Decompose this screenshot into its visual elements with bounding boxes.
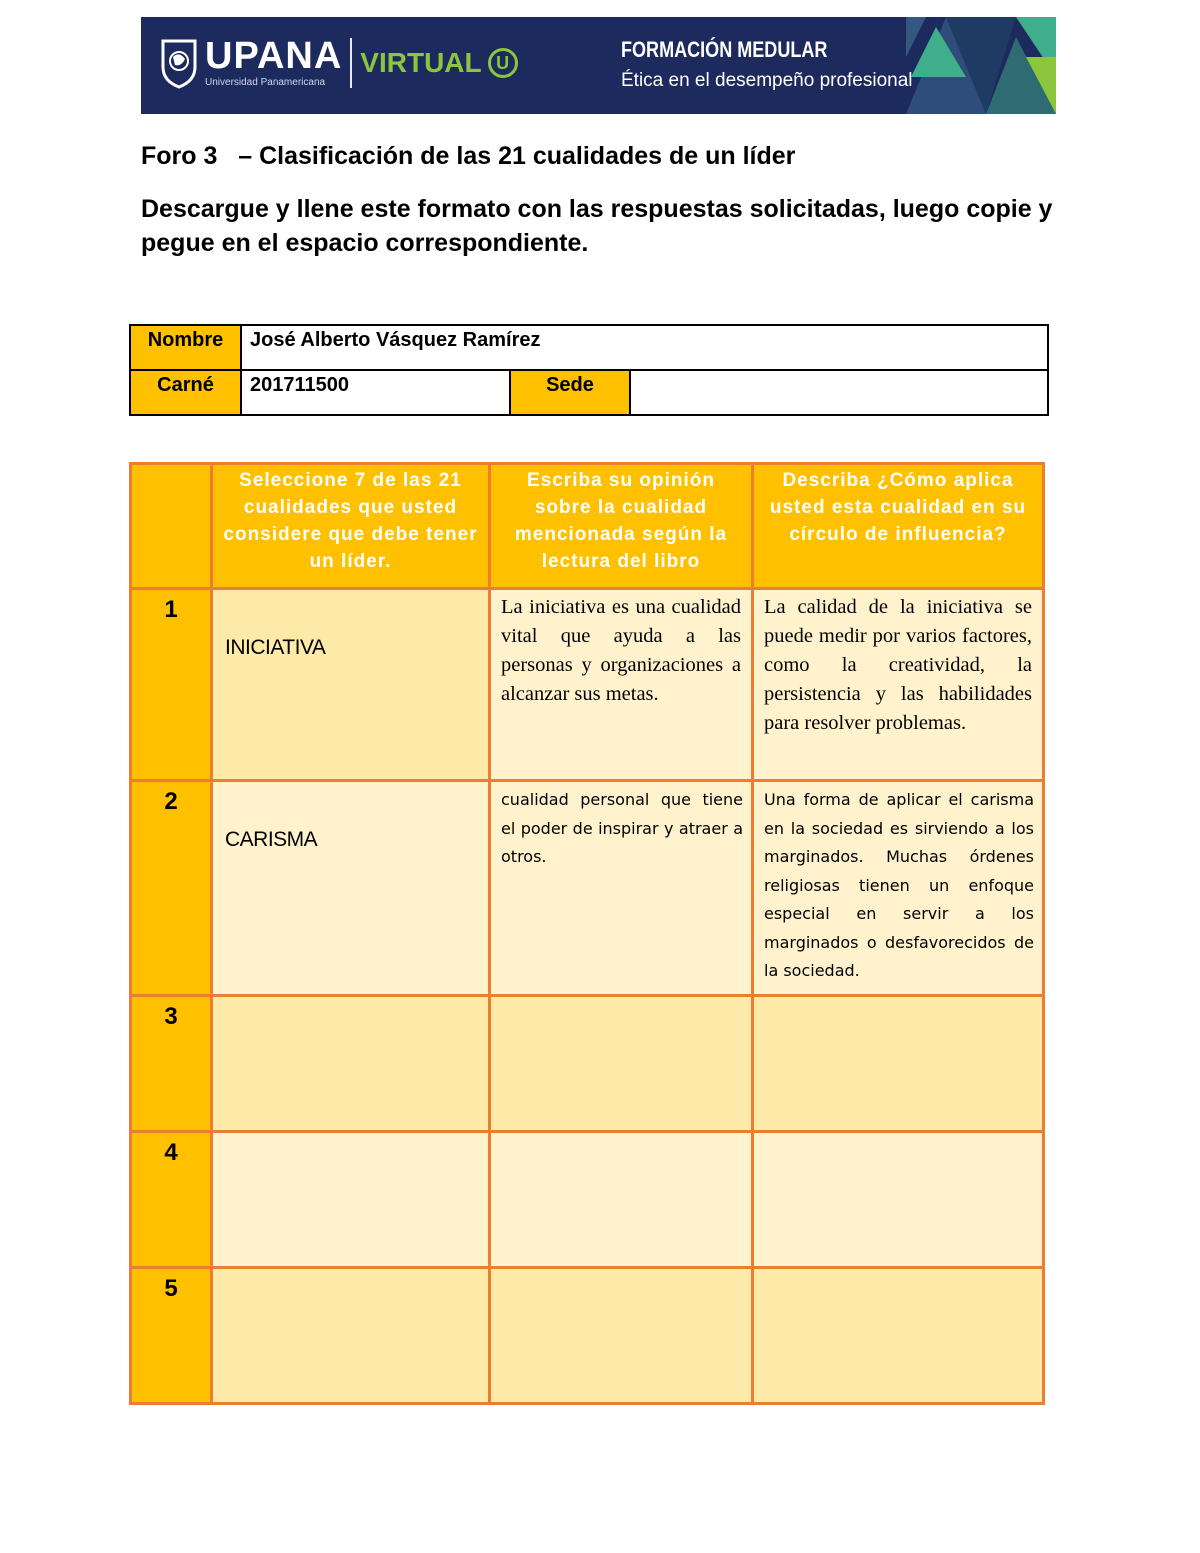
opinion-cell[interactable]: cualidad personal que tiene el poder de inspirar y atraer a otros. — [490, 781, 753, 996]
brand-name: UPANA — [205, 35, 343, 77]
carne-row — [130, 370, 1048, 415]
application-cell[interactable]: La calidad de la iniciativa se puede medir por varios factores, como la creatividad, la persistencia y las habilidades para resolver problemas. — [753, 589, 1044, 781]
table-header-row — [131, 464, 1044, 589]
quality-cell[interactable]: CARISMA — [212, 781, 490, 996]
row-number: 4 — [131, 1132, 212, 1268]
application-cell[interactable] — [753, 996, 1044, 1132]
application-cell[interactable] — [753, 1268, 1044, 1404]
table-row — [131, 1132, 1044, 1268]
row-number: 3 — [131, 996, 212, 1132]
student-info-table — [129, 324, 1049, 416]
table-row — [131, 996, 1044, 1132]
opinion-cell[interactable] — [490, 1268, 753, 1404]
header-cell-number — [131, 464, 212, 589]
nombre-row — [130, 325, 1048, 370]
page-title: Foro 3 – Clasificación de las 21 cualidades de un líder — [141, 142, 796, 170]
quality-cell[interactable] — [212, 1268, 490, 1404]
nombre-label: Nombre — [130, 325, 241, 370]
shield-icon — [159, 37, 199, 89]
table-row — [131, 781, 1044, 996]
header-cell-quality: Seleccione 7 de las 21 cualidades que usted considere que debe tener un líder. — [212, 464, 490, 589]
quality-cell[interactable] — [212, 1132, 490, 1268]
application-cell[interactable] — [753, 1132, 1044, 1268]
course-title: FORMACIÓN MEDULAR — [621, 37, 828, 62]
brand-subtitle: Universidad Panamericana — [205, 77, 326, 88]
sede-label: Sede — [510, 370, 630, 415]
row-number: 5 — [131, 1268, 212, 1404]
header-cell-opinion: Escriba su opinión sobre la cualidad mencionada según la lectura del libro — [490, 464, 753, 589]
course-info — [621, 37, 913, 93]
carne-label: Carné — [130, 370, 241, 415]
table-row — [131, 589, 1044, 781]
application-cell[interactable]: Una forma de aplicar el carisma en la sociedad es sirviendo a los marginados. Muchas órdenes religiosas tienen un enfoque especial en servir a los marginados o desfavorecidos de la sociedad. — [753, 781, 1044, 996]
virtual-text: VIRTUAL — [360, 47, 482, 78]
brand — [205, 37, 342, 89]
upana-logo — [159, 37, 518, 89]
course-subtitle: Ética en el desempeño profesional — [621, 70, 913, 91]
qualities-table — [129, 462, 1045, 1405]
header-banner — [141, 17, 1056, 114]
carne-value[interactable]: 201711500 — [241, 370, 510, 415]
quality-cell[interactable]: INICIATIVA — [212, 589, 490, 781]
nombre-value[interactable]: José Alberto Vásquez Ramírez — [241, 325, 1048, 370]
triangle-pattern-icon — [906, 17, 1056, 114]
instructions-text: Descargue y llene este formato con las respuestas solicitadas, luego copie y pegue en el espacio correspondiente. — [141, 195, 1053, 257]
opinion-cell[interactable] — [490, 996, 753, 1132]
virtual-label — [360, 47, 517, 79]
logo-divider — [350, 38, 352, 88]
header-cell-application: Describa ¿Cómo aplica usted esta cualidad en su círculo de influencia? — [753, 464, 1044, 589]
opinion-cell[interactable] — [490, 1132, 753, 1268]
opinion-cell[interactable]: La iniciativa es una cualidad vital que ayuda a las personas y organizaciones a alcanzar sus metas. — [490, 589, 753, 781]
sede-value[interactable] — [630, 370, 1048, 415]
quality-cell[interactable] — [212, 996, 490, 1132]
table-row — [131, 1268, 1044, 1404]
row-number: 1 — [131, 589, 212, 781]
row-number: 2 — [131, 781, 212, 996]
u-circle-icon: U — [488, 48, 518, 78]
